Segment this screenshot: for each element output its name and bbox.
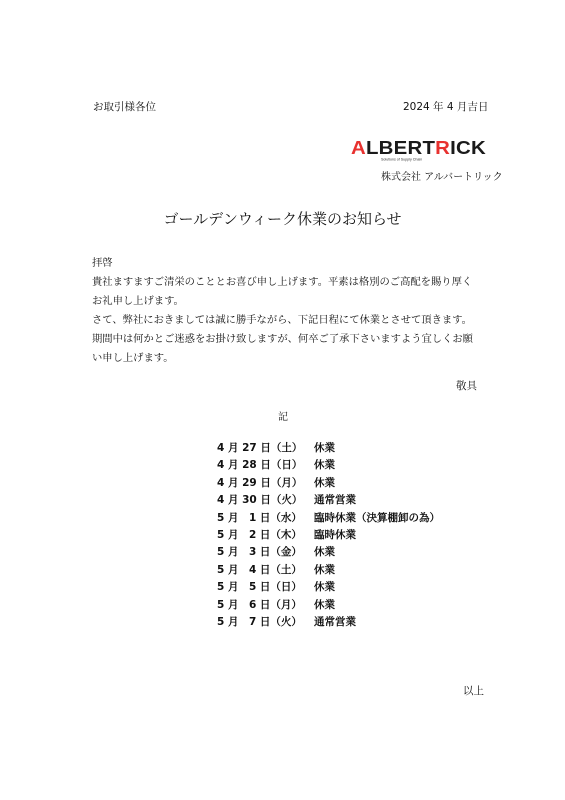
schedule-status: 休業 <box>314 442 335 454</box>
schedule-status: 臨時休業（決算棚卸の為） <box>314 511 440 524</box>
schedule-date: 5 月 6 日（月） <box>217 598 302 611</box>
schedule-status: 休業 <box>314 598 335 611</box>
schedule-date: 5 月 5 日（日） <box>217 581 302 594</box>
schedule-status: 休業 <box>314 581 335 594</box>
closing: 敬具 <box>456 380 477 392</box>
body-line: お礼申し上げます。 <box>92 295 184 307</box>
schedule-date: 5 月 1 日（水） <box>217 511 302 524</box>
recipient: お取引様各位 <box>93 101 156 113</box>
body-line: さて、弊社におきましては誠に勝手ながら、下記日程にて休業とさせて頂きます。 <box>92 314 472 326</box>
schedule-status: 通常営業 <box>314 494 356 507</box>
logo-mark-a: A <box>351 138 365 158</box>
body-line: 貴社ますますご清栄のこととお喜び申し上げます。平素は格別のご高配を賜り厚く <box>92 276 473 288</box>
schedule-date: 5 月 4 日（土） <box>217 563 302 576</box>
schedule-date: 5 月 7 日（火） <box>217 615 302 628</box>
schedule-status: 休業 <box>314 459 335 472</box>
body-line: い申し上げます。 <box>92 352 174 364</box>
schedule-date: 4 月 28 日（日） <box>217 459 303 472</box>
schedule-status: 臨時休業 <box>314 528 356 541</box>
schedule-status: 休業 <box>314 476 335 489</box>
svg-text:ALBERTRICK: ALBERT RICK <box>351 138 482 158</box>
body-line: 期間中は何かとご迷惑をお掛け致しますが、何卒ご了承下さいますよう宜しくお願 <box>92 333 473 345</box>
schedule-status: 休業 <box>314 563 335 576</box>
salutation: 拝啓 <box>92 257 113 269</box>
company-name: 株式会社 アルバートリック <box>381 172 503 183</box>
schedule-status: 休業 <box>314 546 335 559</box>
logo-tagline: Solutions of Supply Chain <box>381 157 423 162</box>
schedule-date: 5 月 3 日（金） <box>217 546 302 559</box>
company-logo <box>351 138 486 162</box>
letter-date: 2024 年 4 月吉日 <box>403 101 489 113</box>
schedule-status: 通常営業 <box>314 615 356 628</box>
schedule-date: 4 月 27 日（土） <box>217 442 303 454</box>
ki-heading: 記 <box>278 412 288 423</box>
schedule-date: 5 月 2 日（木） <box>217 528 302 541</box>
ijou: 以上 <box>463 685 484 697</box>
schedule-date: 4 月 30 日（火） <box>217 494 303 507</box>
document-title: ゴールデンウィーク休業のお知らせ <box>163 210 402 228</box>
letter-body <box>92 254 473 368</box>
schedule-date: 4 月 29 日（月） <box>217 476 303 489</box>
